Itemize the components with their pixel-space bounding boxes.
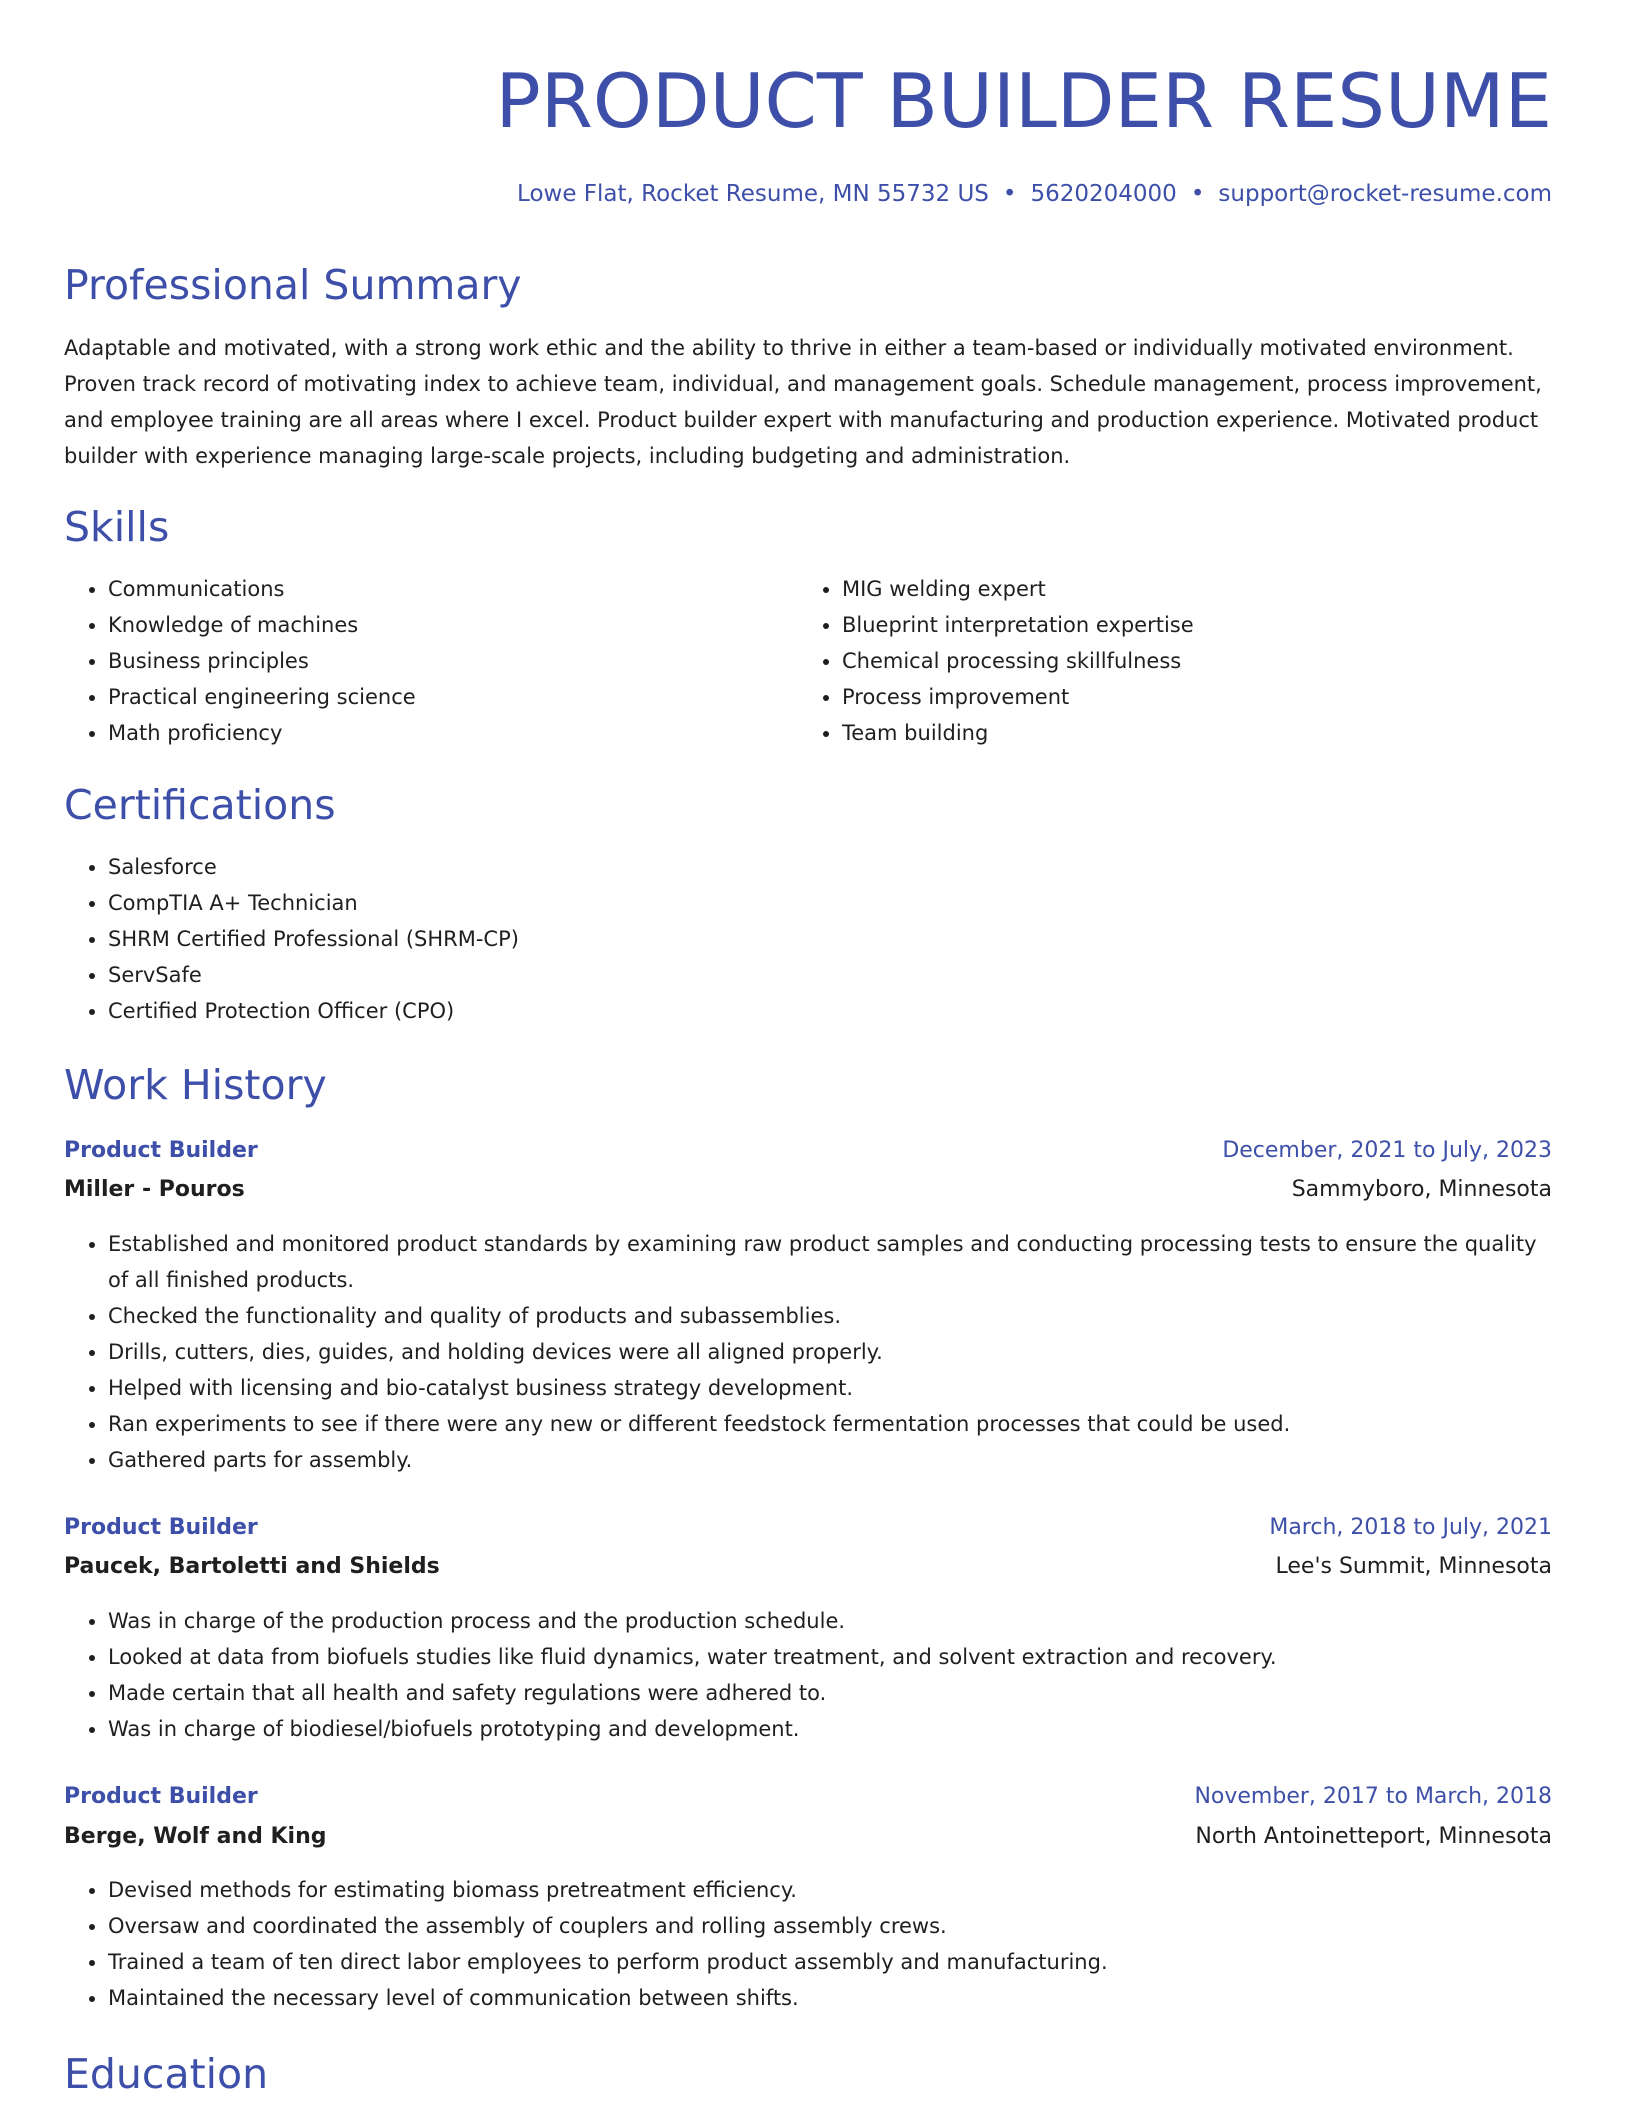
skills-list-left bbox=[64, 571, 788, 751]
job-bullet: • Trained a team of ten direct labor employees to perform product assembly and manufacturing. bbox=[108, 1944, 1552, 1980]
job-bullet: • Gathered parts for assembly. bbox=[108, 1442, 1552, 1478]
skill-item: • Chemical processing skillfulness bbox=[842, 643, 1542, 679]
work-history-heading: Work History bbox=[64, 1061, 327, 1109]
job-bullet: • Was in charge of biodiesel/biofuels prototyping and development. bbox=[108, 1711, 1552, 1747]
skill-item: • Math proficiency bbox=[108, 715, 788, 751]
job-bullet: • Devised methods for estimating biomass pretreatment efficiency. bbox=[108, 1872, 1552, 1908]
job-location: Lee's Summit, Minnesota bbox=[1275, 1554, 1552, 1579]
certification-item: • Certified Protection Officer (CPO) bbox=[108, 993, 1008, 1029]
certifications-list bbox=[64, 849, 1008, 1029]
skill-item: • Business principles bbox=[108, 643, 788, 679]
skill-item: • Blueprint interpretation expertise bbox=[842, 607, 1542, 643]
job-company-row bbox=[64, 1171, 1552, 1209]
certification-item: • SHRM Certified Professional (SHRM-CP) bbox=[108, 921, 1008, 957]
certification-item: • ServSafe bbox=[108, 957, 1008, 993]
job-title: Product Builder bbox=[64, 1138, 258, 1163]
job-company: Paucek, Bartoletti and Shields bbox=[64, 1554, 440, 1579]
education-heading: Education bbox=[64, 2050, 269, 2098]
job-dates: November, 2017 to March, 2018 bbox=[1194, 1784, 1552, 1809]
skill-item: • MIG welding expert bbox=[842, 571, 1542, 607]
skills-list-right bbox=[798, 571, 1542, 751]
skill-item: • Process improvement bbox=[842, 679, 1542, 715]
job-bullet-list bbox=[64, 1603, 1552, 1747]
job-dates: December, 2021 to July, 2023 bbox=[1222, 1138, 1552, 1163]
job-bullet: • Made certain that all health and safety regulations were adhered to. bbox=[108, 1675, 1552, 1711]
job-company: Berge, Wolf and King bbox=[64, 1824, 327, 1849]
certifications-heading: Certifications bbox=[64, 781, 336, 829]
job-location: North Antoinetteport, Minnesota bbox=[1195, 1824, 1552, 1849]
certification-item: • CompTIA A+ Technician bbox=[108, 885, 1008, 921]
job-bullet: • Checked the functionality and quality of products and subassemblies. bbox=[108, 1298, 1552, 1334]
skills-heading: Skills bbox=[64, 503, 170, 551]
job-company: Miller - Pouros bbox=[64, 1177, 245, 1202]
job-bullet: • Ran experiments to see if there were any new or different feedstock fermentation processes that could be used. bbox=[108, 1406, 1552, 1442]
job-header-row bbox=[64, 1509, 1552, 1547]
job-header-row bbox=[64, 1132, 1552, 1170]
summary-text: Adaptable and motivated, with a strong work ethic and the ability to thrive in either a team-based or individually motivated environment. Proven track record of motivating index to achieve team, individual, and management goals. Schedule management, process improvement, and employee training are all areas where I excel. Product builder expert with manufacturing and production experience. Motivated product builder with experience managing large-scale projects, including budgeting and administration. bbox=[64, 336, 1542, 468]
summary-heading: Professional Summary bbox=[64, 261, 522, 309]
skill-item: • Team building bbox=[842, 715, 1542, 751]
job-company-row bbox=[64, 1548, 1552, 1586]
job-bullet: • Helped with licensing and bio-catalyst business strategy development. bbox=[108, 1370, 1552, 1406]
contact-separator: • bbox=[1190, 181, 1205, 207]
contact-separator: • bbox=[1002, 181, 1017, 207]
job-bullet: • Oversaw and coordinated the assembly of couplers and rolling assembly crews. bbox=[108, 1908, 1552, 1944]
resume-title: PRODUCT BUILDER RESUME bbox=[495, 57, 1552, 145]
job-header-row bbox=[64, 1778, 1552, 1816]
skill-item: • Practical engineering science bbox=[108, 679, 788, 715]
job-bullet-list bbox=[64, 1872, 1552, 2016]
skill-item: • Communications bbox=[108, 571, 788, 607]
contact-address: Lowe Flat, Rocket Resume, MN 55732 US bbox=[517, 181, 989, 207]
job-bullet-list bbox=[64, 1226, 1552, 1478]
contact-email[interactable]: support@rocket-resume.com bbox=[1218, 181, 1552, 207]
contact-phone: 5620204000 bbox=[1030, 181, 1177, 207]
job-location: Sammyboro, Minnesota bbox=[1291, 1177, 1552, 1202]
job-dates: March, 2018 to July, 2021 bbox=[1269, 1515, 1552, 1540]
job-bullet: • Looked at data from biofuels studies like fluid dynamics, water treatment, and solvent extraction and recovery. bbox=[108, 1639, 1552, 1675]
job-title: Product Builder bbox=[64, 1784, 258, 1809]
skill-item: • Knowledge of machines bbox=[108, 607, 788, 643]
job-bullet: • Established and monitored product standards by examining raw product samples and conducting processing tests to ensure the quality of all finished products. bbox=[108, 1226, 1552, 1298]
job-bullet: • Was in charge of the production process and the production schedule. bbox=[108, 1603, 1552, 1639]
job-bullet: • Drills, cutters, dies, guides, and holding devices were all aligned properly. bbox=[108, 1334, 1552, 1370]
certification-item: • Salesforce bbox=[108, 849, 1008, 885]
job-bullet: • Maintained the necessary level of communication between shifts. bbox=[108, 1980, 1552, 2016]
job-company-row bbox=[64, 1818, 1552, 1856]
contact-line bbox=[517, 178, 1552, 210]
job-title: Product Builder bbox=[64, 1515, 258, 1540]
